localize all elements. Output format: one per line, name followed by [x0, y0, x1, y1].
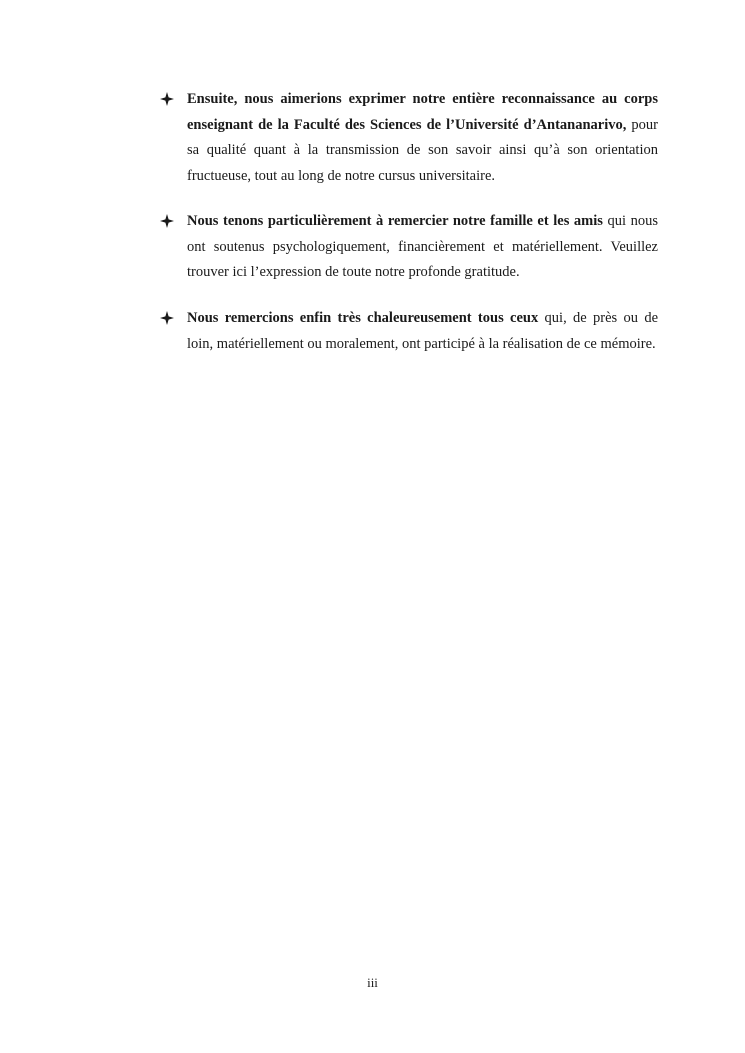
acknowledgment-bold-text: Nous remercions enfin très chaleureusement tous ceux — [187, 310, 539, 326]
diamond-bullet-icon — [160, 311, 174, 325]
acknowledgment-bold-text: Nous tenons particulièrement à remercier notre famille et les amis — [187, 213, 603, 229]
acknowledgment-text — [187, 87, 658, 189]
diamond-bullet-icon — [160, 92, 174, 106]
acknowledgment-item — [160, 209, 658, 286]
page-number: iii — [367, 975, 378, 990]
acknowledgment-item — [160, 306, 658, 357]
acknowledgment-bold-text: Ensuite, nous aimerions exprimer notre entière reconnaissance au corps enseignant de la Faculté des Sciences de l’Université d’Antananarivo, — [187, 91, 658, 133]
acknowledgment-normal-text: pour sa qualité quant à la transmission de son savoir ainsi qu’à son orientation fructueuse, tout au long de notre cursus universitaire. — [187, 116, 658, 184]
acknowledgment-normal-text: qui nous ont soutenus psychologiquement, financièrement et matériellement. Veuillez trouver ici l’expression de toute notre profonde gratitude. — [187, 213, 658, 280]
acknowledgment-normal-text: qui, de près ou de loin, matériellement ou moralement, ont participé à la réalisation de ce mémoire. — [187, 310, 659, 352]
acknowledgment-text — [187, 209, 658, 286]
acknowledgment-item — [160, 87, 658, 189]
acknowledgment-text — [187, 306, 658, 357]
diamond-bullet-icon — [160, 214, 174, 228]
